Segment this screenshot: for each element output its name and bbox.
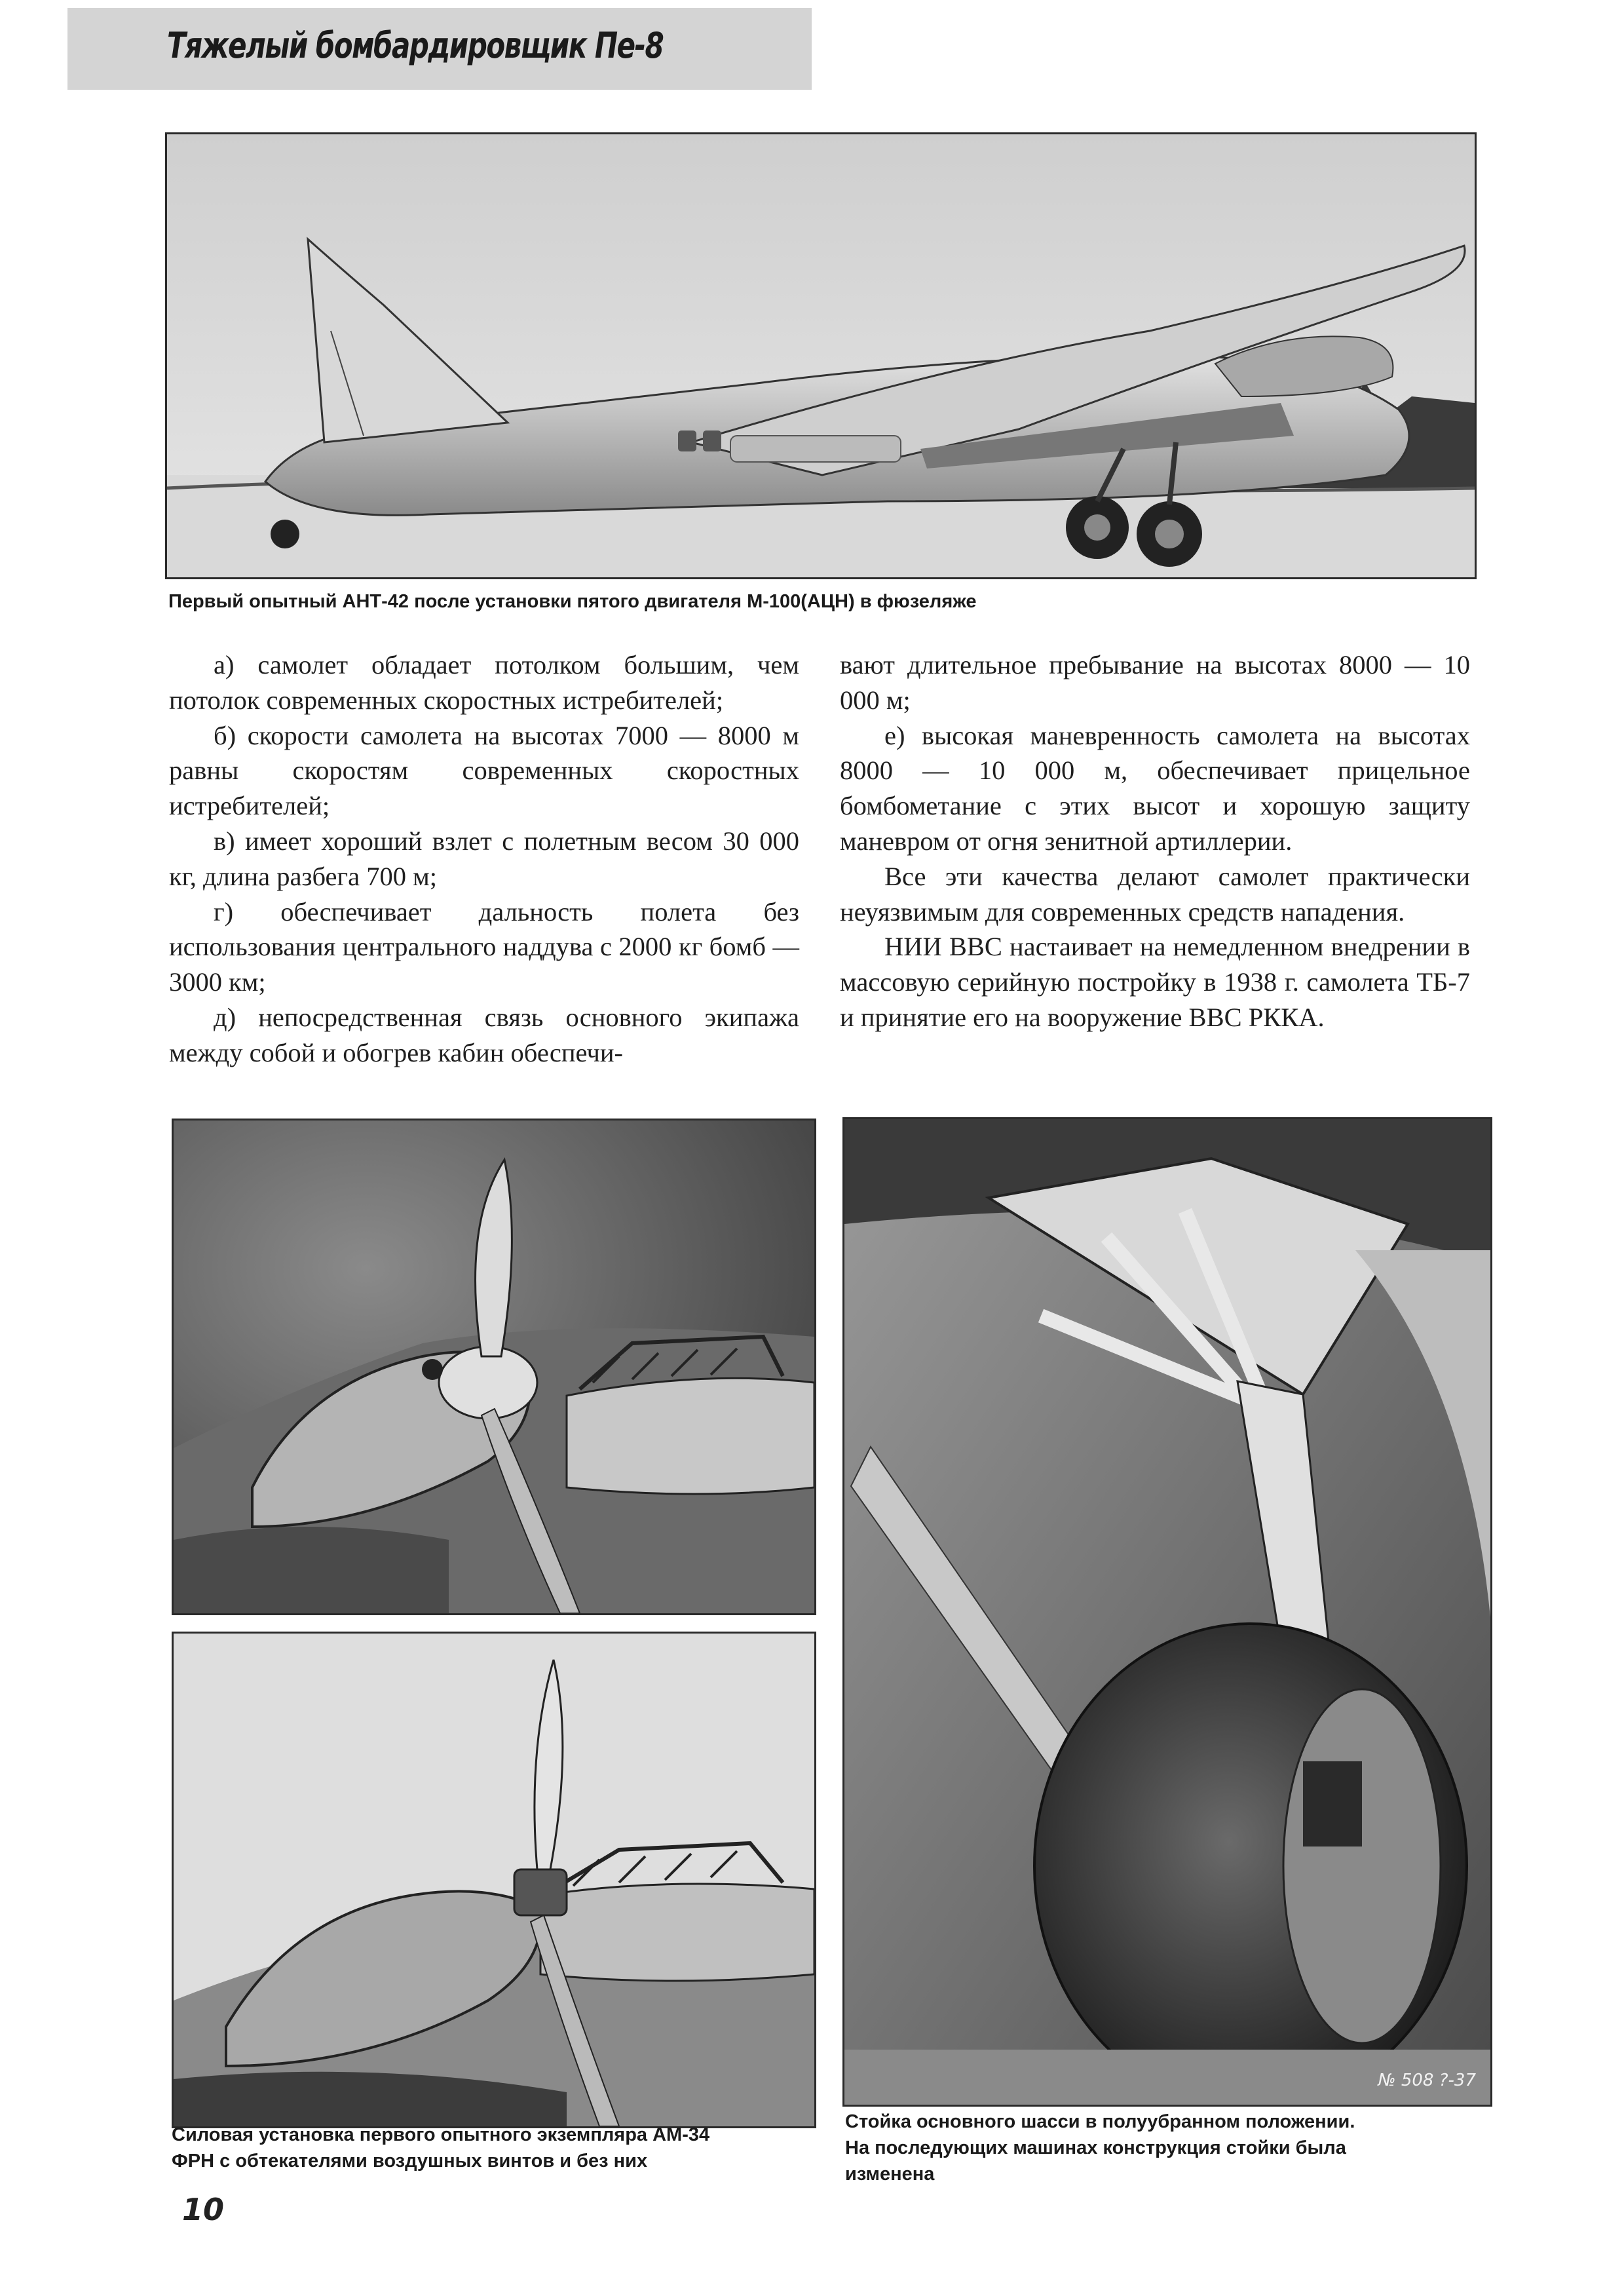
paragraph-c: в) имеет хороший взлет с полетным весом 30 000 кг, длина разбега 700 м; <box>169 826 799 891</box>
photo-engine-without-spinner <box>172 1632 816 2128</box>
top-photo-caption: Первый опытный АНТ-42 после установки пятого двигателя М-100(АЦН) в фюзеляже <box>168 591 977 612</box>
photo-mark: № 508 ?-37 <box>1378 2071 1476 2090</box>
paragraph-e: д) непосредственная связь основного экипажа между собой и обогрев кабин обеспечи- <box>169 1002 799 1067</box>
paragraph-continuation: вают длительное пребывание на высотах 8000 — 10 000 м; <box>840 650 1470 715</box>
text-column-right <box>840 647 1470 1035</box>
paragraph-a: а) самолет обладает потолком большим, чем потолок современных скоростных истребителей; <box>169 650 799 715</box>
engine-photos-caption: Силовая установка первого опытного экземпляра АМ-34 ФРН с обтекателями воздушных винтов и без них <box>172 2124 710 2172</box>
engine-illustration-1 <box>174 1120 814 1613</box>
running-header: Тяжелый бомбардировщик Пе-8 <box>167 25 664 66</box>
landing-gear-illustration <box>844 1119 1490 2105</box>
paragraph-d: г) обеспечивает дальность полета без использования центрального наддува с 2000 кг бомб — 3000 км; <box>169 896 799 997</box>
paragraph-conclusion: Все эти качества делают самолет практически неуязвимым для современных средств нападения. <box>840 861 1470 927</box>
landing-gear-caption: Стойка основного шасси в полуубранном положении. На последующих машинах конструкция стойки была изменена <box>845 2111 1355 2185</box>
paragraph-f: е) высокая маневренность самолета на высотах 8000 — 10 000 м, обеспечивает прицельное бомбометание с этих высот и хорошую защиту маневром от огня зенитной артиллерии. <box>840 720 1470 856</box>
paragraph-b: б) скорости самолета на высотах 7000 — 8000 м равны скоростям современных скоростных истребителей; <box>169 720 799 821</box>
photo-ant42-bomber <box>165 132 1477 579</box>
photo-landing-gear <box>842 1117 1492 2107</box>
engine-illustration-2 <box>174 1634 814 2126</box>
text-column-left <box>169 647 799 1071</box>
page-number: 10 <box>182 2192 225 2227</box>
photo-engine-with-spinner <box>172 1119 816 1615</box>
paragraph-recommendation: НИИ ВВС настаивает на немедленном внедрении в массовую серийную постройку в 1938 г. самолета ТБ-7 и принятие его на вооружение ВВС РККА. <box>840 932 1470 1032</box>
bomber-illustration <box>167 134 1475 577</box>
